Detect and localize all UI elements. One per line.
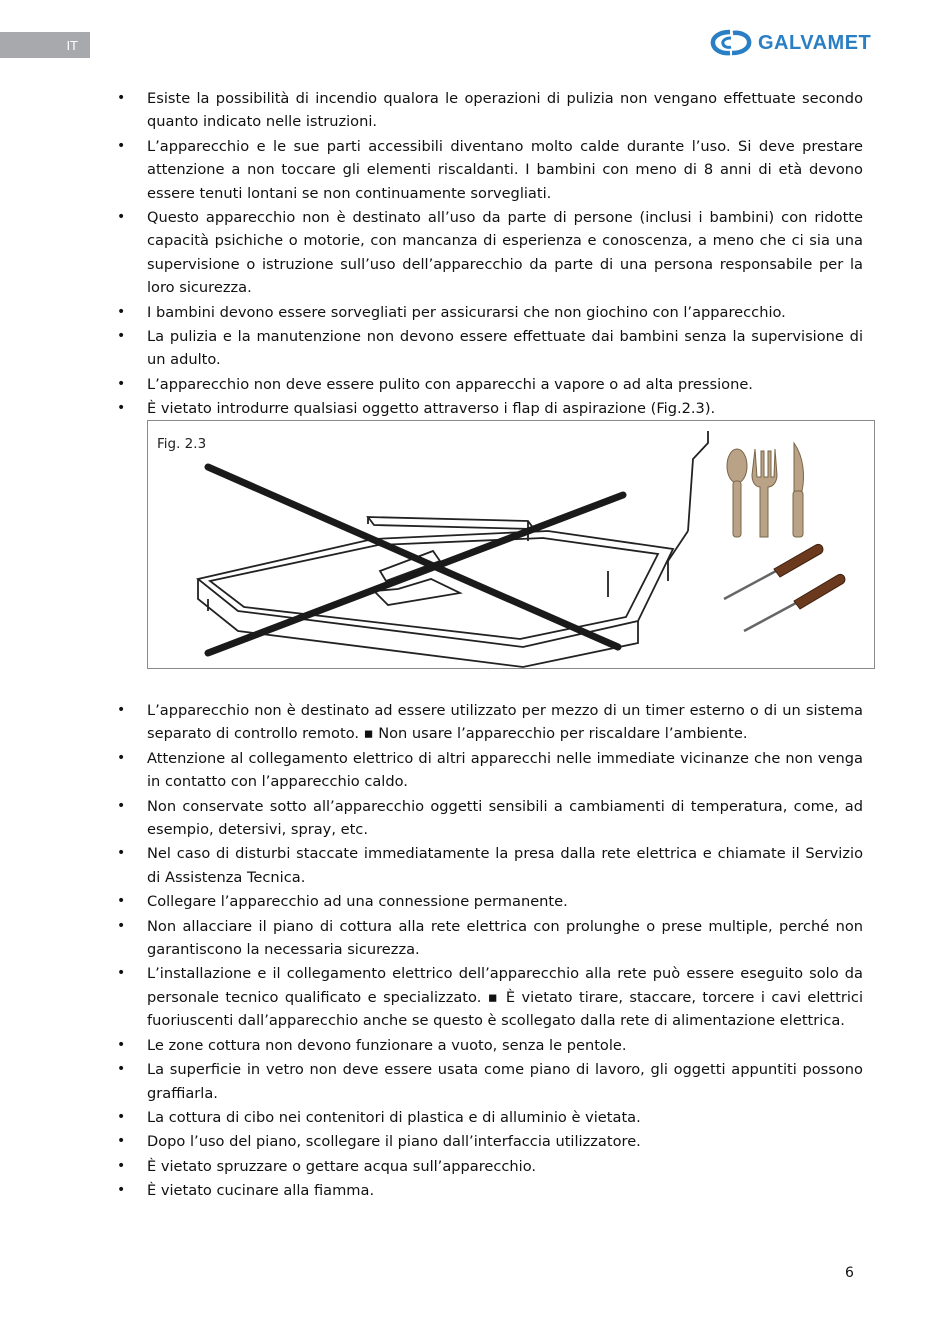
language-tab: IT: [0, 32, 90, 58]
list-item: • La cottura di cibo nei contenitori di plastica e di alluminio è vietata.: [117, 1106, 863, 1129]
prohibited-x-icon: [208, 467, 623, 653]
list-item: • È vietato introdurre qualsiasi oggetto attraverso i flap di aspirazione (Fig.2.3).: [117, 397, 863, 420]
page-number: 6: [845, 1265, 854, 1281]
spoon-icon: [727, 449, 747, 537]
list-item: • L’apparecchio non deve essere pulito con apparecchi a vapore o ad alta pressione.: [117, 373, 863, 396]
prohibited-objects-illustration: [148, 421, 874, 668]
screwdriver-icon: [744, 574, 845, 631]
list-item: • L’apparecchio e le sue parti accessibili diventano molto calde durante l’uso. Si deve prestare attenzione a non toccare gli elementi riscaldanti. I bambini con meno di 8 anni di età devono essere tenuti lontani se non continuamente sorvegliati.: [117, 135, 863, 205]
list-item: • Esiste la possibilità di incendio qualora le operazioni di pulizia non vengano effettuate secondo quanto indicato nelle istruzioni.: [117, 87, 863, 134]
list-item: • Le zone cottura non devono funzionare a vuoto, senza le pentole.: [117, 1034, 863, 1057]
brand-logo: [710, 26, 905, 60]
list-item: • I bambini devono essere sorvegliati per assicurarsi che non giochino con l’apparecchio.: [117, 301, 863, 324]
list-item: • Dopo l’uso del piano, scollegare il piano dall’interfaccia utilizzatore.: [117, 1130, 863, 1153]
list-item: • Non conservate sotto all’apparecchio oggetti sensibili a cambiamenti di temperatura, come, ad esempio, detersivi, spray, etc.: [117, 795, 863, 842]
swirl-logo-icon: [710, 28, 752, 58]
screwdriver-icon: [724, 544, 823, 599]
knife-icon: [793, 443, 803, 537]
brand-name: GALVAMET: [758, 31, 872, 54]
list-item: • Attenzione al collegamento elettrico di altri apparecchi nelle immediate vicinanze che non venga in contatto con l’apparecchio caldo.: [117, 747, 863, 794]
list-item: • Collegare l’apparecchio ad una connessione permanente.: [117, 890, 863, 913]
list-item: • È vietato cucinare alla fiamma.: [117, 1179, 863, 1202]
list-item: • Nel caso di disturbi staccate immediatamente la presa dalla rete elettrica e chiamate il Servizio di Assistenza Tecnica.: [117, 842, 863, 889]
list-item: • L’installazione e il collegamento elettrico dell’apparecchio alla rete può essere eseguito solo da personale tecnico qualificato e specializzato. ▪ È vietato tirare, staccare, torcere i cavi elettrici fuoriuscenti dall’apparecchio anche se questo è scollegato dalla rete di alimentazione elettrica.: [117, 962, 863, 1032]
list-item: • La pulizia e la manutenzione non devono essere effettuate dai bambini senza la supervisione di un adulto.: [117, 325, 863, 372]
list-item: • Questo apparecchio non è destinato all’uso da parte di persone (inclusi i bambini) con ridotte capacità psichiche o motorie, con mancanza di esperienza e conoscenza, a meno che ci sia una supervisione o istruzione sull’uso dell’apparecchio da parte di una persona responsabile per la loro sicurezza.: [117, 206, 863, 300]
hob-drawing: [198, 431, 708, 667]
safety-list-top: [117, 87, 863, 422]
figure-2-3: [147, 420, 875, 669]
list-item: • La superficie in vetro non deve essere usata come piano di lavoro, gli oggetti appuntiti possono graffiarla.: [117, 1058, 863, 1105]
list-item: • Non allacciare il piano di cottura alla rete elettrica con prolunghe o prese multiple, perché non garantiscono la necessaria sicurezza.: [117, 915, 863, 962]
safety-list-bottom: [117, 699, 863, 1204]
list-item: • È vietato spruzzare o gettare acqua sull’apparecchio.: [117, 1155, 863, 1178]
fork-icon: [752, 449, 777, 537]
figure-caption: Fig. 2.3: [157, 436, 207, 452]
list-item: • L’apparecchio non è destinato ad essere utilizzato per mezzo di un timer esterno o di un sistema separato di controllo remoto. ▪ Non usare l’apparecchio per riscaldare l’ambiente.: [117, 699, 863, 746]
